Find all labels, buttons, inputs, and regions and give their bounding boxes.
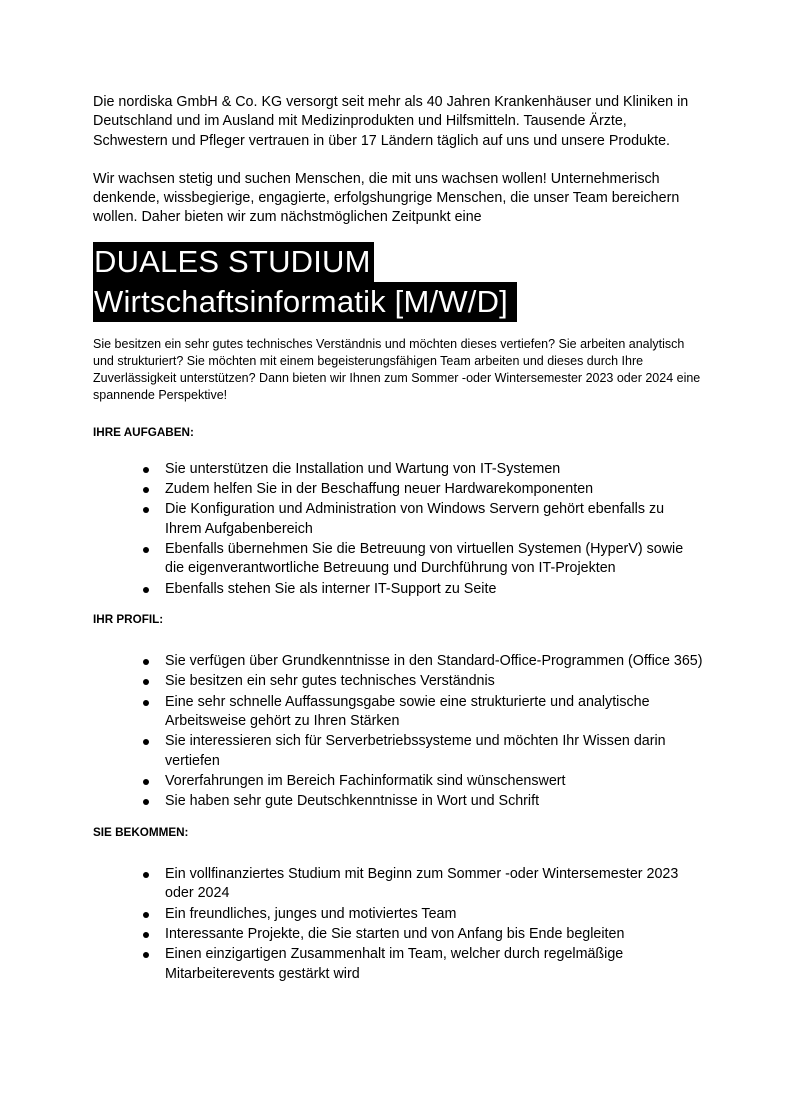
job-title-block	[93, 242, 703, 322]
list-item	[93, 792, 703, 812]
list-item	[93, 772, 703, 792]
list-item-text: Zudem helfen Sie in der Beschaffung neuer Hardwarekomponenten	[165, 480, 594, 497]
list-item	[93, 540, 703, 579]
list-item	[93, 580, 703, 600]
intro-paragraph-growth: Wir wachsen stetig und suchen Menschen, die mit uns wachsen wollen! Unternehmerisch denkende, wissbegierige, engagierte, erfolgshungrige Menschen, die unser Team bereichern wollen. Daher bieten wir zum nächstmöglichen Zeitpunkt eine	[93, 170, 680, 226]
list-item-text: Vorerfahrungen im Bereich Fachinformatik sind wünschenswert	[165, 773, 566, 790]
list-item	[93, 652, 703, 672]
bullet-icon	[143, 547, 149, 553]
aufgaben-list	[93, 460, 703, 600]
list-item-text: Sie verfügen über Grundkenntnisse in den Standard-Office-Programmen (Office 365)	[165, 653, 703, 670]
list-item-text: Ebenfalls stehen Sie als interner IT-Support zu Seite	[165, 580, 497, 597]
list-item-text: Sie unterstützen die Installation und Wartung von IT-Systemen	[165, 460, 561, 477]
section-heading-bekommen: SIE BEKOMMEN:	[93, 825, 189, 839]
company-intro	[93, 93, 703, 228]
job-posting-page	[93, 93, 703, 985]
bullet-icon	[143, 799, 149, 805]
intro-paragraph-company: Die nordiska GmbH & Co. KG versorgt seit mehr als 40 Jahren Krankenhäuser und Kliniken in Deutschland und im Ausland mit Medizinprodukten und Hilfsmitteln. Tausende Ärzte, Schwestern und Pfleger vertrauen in über 17 Ländern täglich auf uns und unsere Produkte.	[93, 94, 689, 149]
bullet-icon	[143, 932, 149, 938]
list-item-text: Einen einzigartigen Zusammenhalt im Team, welcher durch regelmäßige Mitarbeiterevents gestärkt wird	[165, 946, 624, 982]
list-item	[93, 500, 703, 539]
bullet-icon	[143, 487, 149, 493]
bullet-icon	[143, 659, 149, 665]
lead-paragraph: Sie besitzen ein sehr gutes technisches Verständnis und möchten dieses vertiefen? Sie arbeiten analytisch und strukturiert? Sie möchten mit einem begeisterungsfähigen Team arbeiten und dieses durch Ihre Zuverlässigkeit unterstützen? Dann bieten wir Ihnen zum Sommer -oder Wintersemester 2023 oder 2024 eine spannende Perspektive!	[93, 336, 701, 403]
list-item-text: Eine sehr schnelle Auffassungsgabe sowie eine strukturierte und analytische Arbeitsweise gehört zu Ihren Stärken	[165, 693, 650, 730]
list-item	[93, 925, 703, 945]
bullet-icon	[143, 952, 149, 958]
list-item-text: Ebenfalls übernehmen Sie die Betreuung von virtuellen Systemen (HyperV) sowie die eigenverantwortliche Betreuung und Durchführung von IT-Projekten	[165, 540, 684, 577]
list-item	[93, 945, 703, 984]
bullet-icon	[143, 872, 149, 878]
list-item-text: Interessante Projekte, die Sie starten und von Anfang bis Ende begleiten	[165, 925, 625, 942]
bullet-icon	[143, 467, 149, 473]
list-item	[93, 672, 703, 692]
list-item-text: Sie haben sehr gute Deutschkenntnisse in Wort und Schrift	[165, 793, 540, 810]
section-heading-profil: IHR PROFIL:	[93, 613, 164, 627]
list-item-text: Ein vollfinanziertes Studium mit Beginn zum Sommer -oder Wintersemester 2023 oder 2024	[165, 865, 679, 902]
bullet-icon	[143, 739, 149, 745]
list-item	[93, 693, 703, 732]
profil-list	[93, 652, 703, 812]
list-item	[93, 460, 703, 480]
section-heading-aufgaben: IHRE AUFGABEN:	[93, 425, 194, 439]
bullet-icon	[143, 679, 149, 685]
job-title-line-2: Wirtschaftsinformatik [M/W/D]	[93, 282, 517, 322]
bekommen-list	[93, 865, 703, 984]
list-item	[93, 905, 703, 925]
list-item	[93, 480, 703, 500]
list-item-text: Sie interessieren sich für Serverbetriebssysteme und möchten Ihr Wissen darin vertiefen	[165, 733, 666, 769]
list-item	[93, 732, 703, 771]
bullet-icon	[143, 587, 149, 593]
bullet-icon	[143, 507, 149, 513]
bullet-icon	[143, 779, 149, 785]
list-item-text: Sie besitzen ein sehr gutes technisches Verständnis	[165, 673, 495, 690]
job-title-line-1: DUALES STUDIUM	[93, 242, 374, 282]
list-item-text: Die Konfiguration und Administration von Windows Servern gehört ebenfalls zu Ihrem Aufgabenbereich	[165, 500, 665, 537]
list-item	[93, 865, 703, 904]
bullet-icon	[143, 912, 149, 918]
list-item-text: Ein freundliches, junges und motiviertes Team	[165, 905, 457, 922]
bullet-icon	[143, 700, 149, 706]
